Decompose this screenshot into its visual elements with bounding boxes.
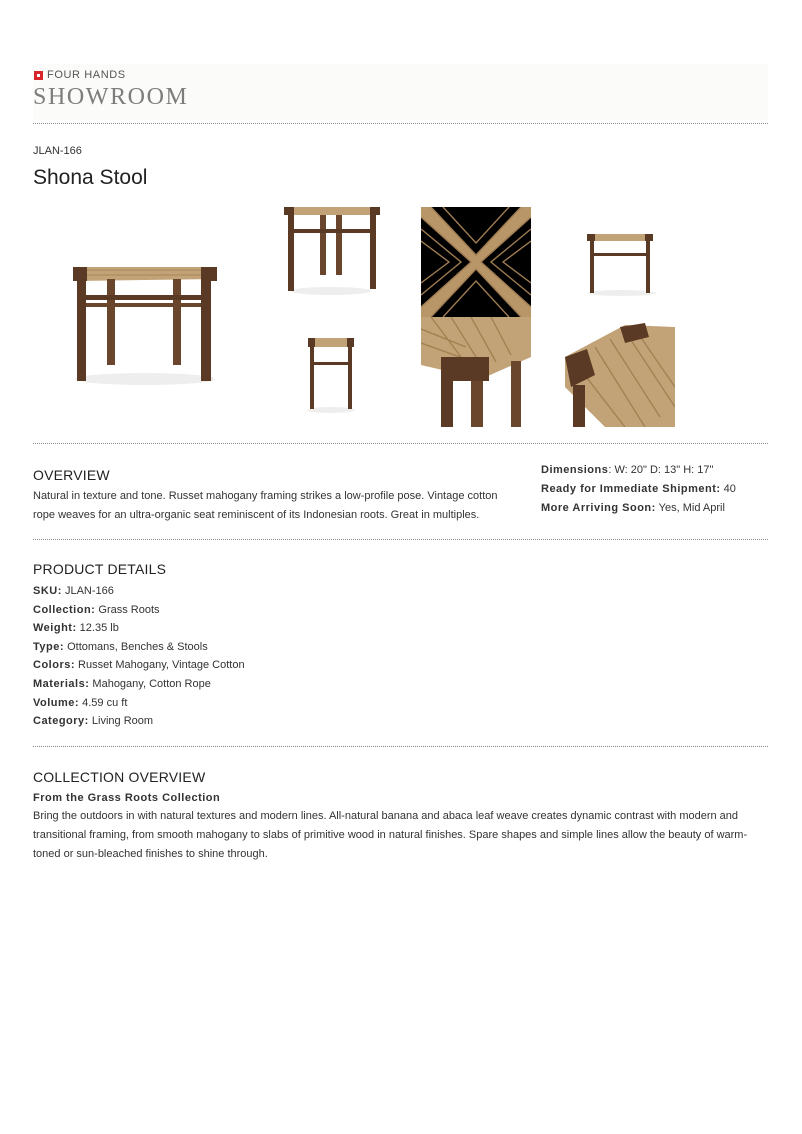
spec-shipment-label: Ready for Immediate Shipment: <box>541 483 721 495</box>
product-details-heading: PRODUCT DETAILS <box>33 561 167 577</box>
product-image-corner <box>276 207 386 307</box>
detail-label: SKU: <box>33 585 62 597</box>
detail-row-weight <box>33 622 245 641</box>
divider <box>33 123 768 124</box>
detail-value: 4.59 cu ft <box>79 696 128 709</box>
brand-company: FOUR HANDS <box>47 69 126 81</box>
detail-label: Colors: <box>33 659 75 672</box>
product-image-main <box>33 207 255 427</box>
spec-shipment-value: 40 <box>720 483 736 495</box>
detail-row-sku <box>33 585 245 604</box>
detail-value: Living Room <box>88 715 154 728</box>
detail-row-volume <box>33 697 245 716</box>
detail-value: Ottomans, Benches & Stools <box>64 640 208 653</box>
spec-arriving-label: More Arriving Soon: <box>541 502 656 514</box>
detail-value: Russet Mahogany, Vintage Cotton <box>75 659 245 672</box>
divider <box>33 443 768 444</box>
brand-logo <box>34 69 126 81</box>
collection-subtitle: From the Grass Roots Collection <box>33 792 221 804</box>
detail-label: Volume: <box>33 696 80 709</box>
detail-value: Grass Roots <box>95 603 160 616</box>
detail-label: Type: <box>33 640 65 653</box>
product-title: Shona Stool <box>33 166 148 189</box>
detail-row-colors <box>33 659 245 678</box>
product-image-weave <box>421 207 531 317</box>
divider <box>33 539 768 540</box>
detail-label: Category: <box>33 715 89 728</box>
spec-shipment <box>541 483 736 495</box>
detail-label: Collection: <box>33 603 96 616</box>
spec-arriving <box>541 502 725 514</box>
detail-label: Materials: <box>33 677 90 690</box>
detail-row-collection <box>33 604 245 623</box>
detail-label: Weight: <box>33 622 77 635</box>
spec-dimensions-label: Dimensions <box>541 464 609 476</box>
detail-value: JLAN-166 <box>61 585 114 597</box>
detail-row-type <box>33 641 245 660</box>
detail-value: Mahogany, Cotton Rope <box>89 677 211 690</box>
product-details-list <box>33 585 245 734</box>
detail-row-category <box>33 715 245 734</box>
product-sku: JLAN-166 <box>33 145 82 157</box>
brand-showroom: SHOWROOM <box>33 84 189 110</box>
spec-arriving-value: Yes, Mid April <box>655 502 725 514</box>
collection-heading: COLLECTION OVERVIEW <box>33 769 206 785</box>
overview-heading: OVERVIEW <box>33 467 110 483</box>
detail-row-materials <box>33 678 245 697</box>
overview-text: Natural in texture and tone. Russet mahogany framing strikes a low-profile pose. Vintage cotton rope weaves for an ultra-organic seat reminiscent of its Indonesian roots. Great in multiples. <box>33 490 498 521</box>
spec-dimensions-value: : W: 20" D: 13" H: 17" <box>608 464 714 476</box>
brand-square-icon <box>34 71 43 80</box>
detail-value: 12.35 lb <box>76 622 119 635</box>
product-image-seat-corner <box>565 317 675 427</box>
spec-dimensions <box>541 464 713 476</box>
product-image-front <box>276 322 386 427</box>
product-image-side <box>577 207 667 307</box>
product-image-corner-detail <box>421 317 531 427</box>
divider <box>33 746 768 747</box>
collection-text: Bring the outdoors in with natural textures and modern lines. All-natural banana and abaca leaf weave creates dynamic contrast with modern and transitional framing, from smooth mahogany to slabs of primitive wood in natural finishes. Spare shapes and simple lines allow the beauty of warm-toned or sun-bleached finishes to shine through. <box>33 810 748 860</box>
